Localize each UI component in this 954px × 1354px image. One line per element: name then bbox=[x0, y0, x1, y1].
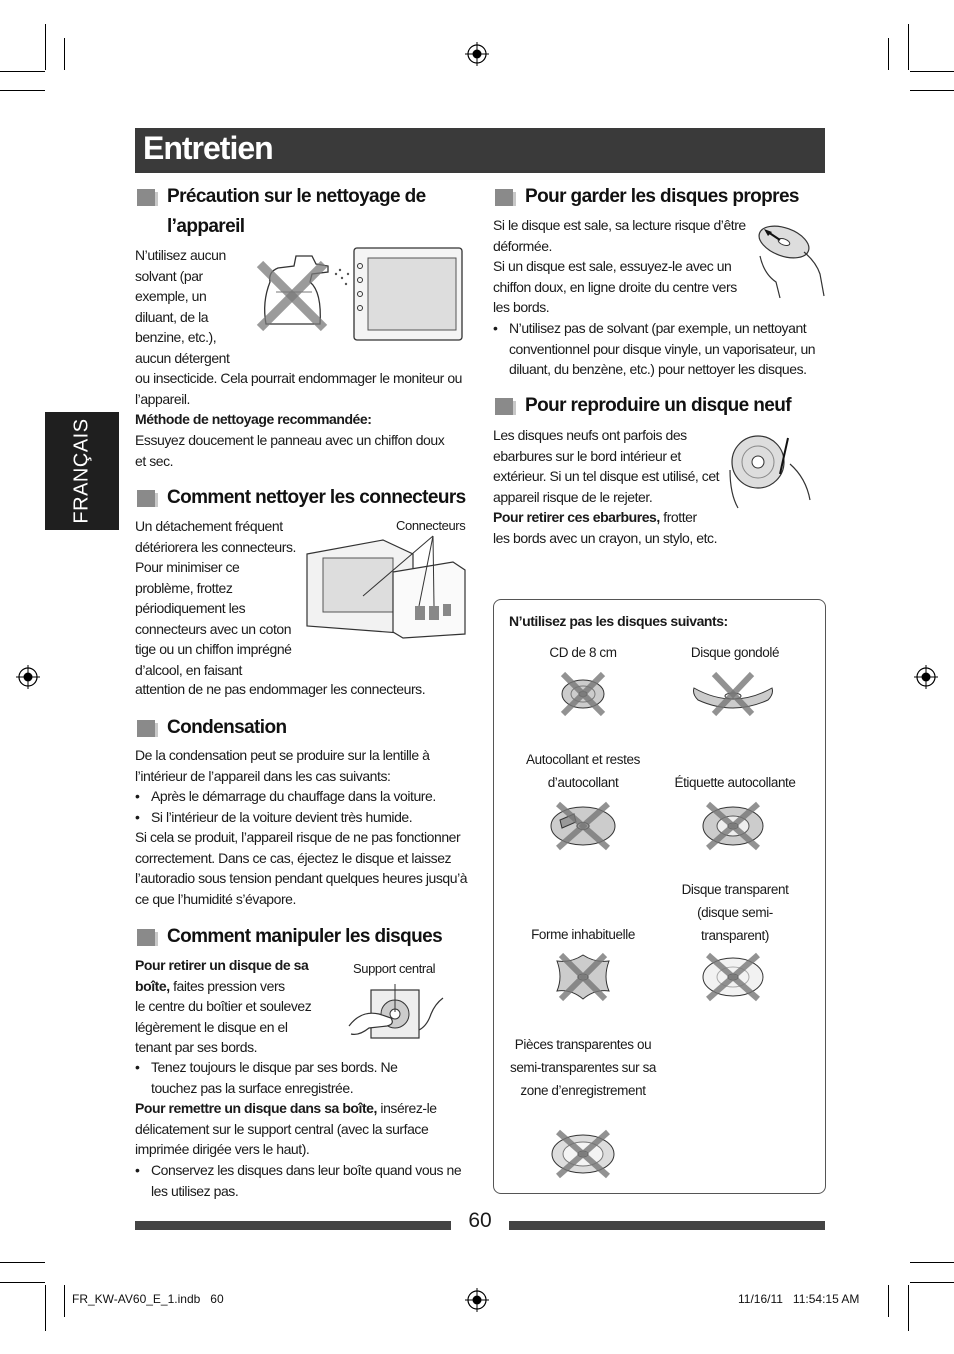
disc-deburring-illustration bbox=[724, 434, 816, 512]
bottom-rule-left bbox=[135, 1221, 451, 1230]
disc-transparent-parts-prohibited-icon bbox=[548, 1128, 618, 1180]
registration-mark-icon bbox=[16, 665, 40, 689]
heading-square-icon bbox=[137, 929, 155, 946]
disc-label-pieces: Pièces transparentes ou semi-transparentes sur sa zone d’enregistrement bbox=[509, 1037, 657, 1098]
propres-bullet: • N’utilisez pas de solvant (par exemple, un nettoyant conventionnel pour disque vinyle, un vaporisateur, un diluant, du benzène, etc.) pour nettoyer les disques. bbox=[493, 318, 827, 380]
crop-mark bbox=[908, 24, 909, 70]
disc-sticker-residue-prohibited-icon bbox=[546, 800, 620, 852]
method-text: Essuyez doucement le panneau avec un chiffon doux et sec. bbox=[135, 432, 445, 469]
footer-file-info: FR_KW-AV60_E_1.indb 60 bbox=[72, 1292, 224, 1306]
support-central-label: Support central bbox=[353, 961, 436, 976]
disc-8cm-prohibited-icon bbox=[556, 670, 610, 718]
disc-label-sticker-prohibited-icon bbox=[700, 800, 766, 852]
crop-mark bbox=[910, 71, 954, 72]
crop-mark bbox=[910, 1282, 954, 1283]
crop-mark bbox=[0, 71, 45, 72]
crop-mark bbox=[0, 1282, 45, 1283]
remettre-disque-text: Pour remettre un disque dans sa boîte, insérez-le délicatement sur le support central (avec la surface imprimée dirigée vers le haut). bbox=[135, 1100, 437, 1157]
heading-square-icon bbox=[137, 720, 155, 737]
crop-mark bbox=[64, 38, 65, 70]
prohibited-discs-heading: N’utilisez pas les disques suivants: bbox=[509, 613, 728, 629]
title-bar bbox=[135, 128, 825, 173]
heading-square-icon bbox=[495, 398, 513, 415]
connectors-illustration bbox=[303, 534, 469, 640]
retirer-disque-text: Pour retirer un disque de sa boîte, faites pression vers le centre du boîtier et soulevez légèrement le disque en el tenant par ses bords. bbox=[135, 957, 312, 1055]
disc-wiping-illustration bbox=[754, 212, 828, 300]
connecteurs-continuation: attention de ne pas endommager les connecteurs. bbox=[135, 681, 426, 697]
neuf-intro: Les disques neufs ont parfois des ebarbures sur le bord intérieur et extérieur. Si un tel disque est utilisé, cet appareil risque de le rejeter. Pour retirer ces ebarbures, frotter les bords avec un crayon, un stylo, etc. bbox=[493, 427, 720, 546]
section-heading-connecteurs: Comment nettoyer les connecteurs bbox=[137, 483, 477, 513]
heading-square-icon bbox=[137, 189, 155, 206]
crop-mark bbox=[888, 38, 889, 70]
condensation-outro: Si cela se produit, l’appareil risque de ne pas fonctionner correctement. Dans ce cas, éjectez le disque et laissez l’autoradio sous tension pendant quelques heures jusqu’à ce que l’humidité s’évapore. bbox=[135, 829, 468, 907]
crop-mark bbox=[908, 1285, 909, 1331]
crop-mark bbox=[64, 1285, 65, 1317]
disc-label-etiquette: Étiquette autocollante bbox=[674, 775, 796, 790]
condensation-bullet: • Si l’intérieur de la voiture devient très humide. bbox=[135, 807, 465, 828]
condensation-bullet: • Après le démarrage du chauffage dans la voiture. bbox=[135, 786, 465, 807]
language-tab bbox=[45, 412, 119, 530]
disc-label-autocollant: Autocollant et restes d’autocollant bbox=[526, 752, 640, 790]
section-heading-condensation: Condensation bbox=[137, 713, 457, 743]
registration-mark-icon bbox=[465, 1288, 489, 1312]
crop-mark bbox=[0, 1262, 45, 1263]
section-heading-precaution: Précaution sur le nettoyage de l’appareil bbox=[137, 182, 457, 242]
section-heading-neuf: Pour reproduire un disque neuf bbox=[495, 391, 815, 421]
disc-transparent-prohibited-icon bbox=[700, 951, 766, 1003]
disc-label-8cm: CD de 8 cm bbox=[549, 645, 617, 660]
footer-timestamp: 11/16/11 11:54:15 AM bbox=[738, 1292, 860, 1306]
page-title: Entretien bbox=[143, 130, 273, 166]
crop-mark bbox=[910, 1262, 954, 1263]
crop-mark bbox=[888, 1285, 889, 1317]
connecteurs-label: Connecteurs bbox=[396, 518, 466, 533]
precaution-continuation: ou insecticide. Cela pourrait endommager le moniteur ou l’appareil. bbox=[135, 370, 462, 407]
no-spray-cleaning-illustration bbox=[250, 242, 468, 342]
disc-warped-prohibited-icon bbox=[690, 670, 776, 718]
disc-unusual-shape-prohibited-icon bbox=[553, 951, 613, 1003]
crop-mark bbox=[45, 1285, 46, 1331]
precaution-intro: N’utilisez aucun solvant (par exemple, un diluant, de la benzine, etc.), aucun détergent bbox=[135, 247, 230, 366]
connecteurs-intro: Un détachement fréquent détériorera les connecteurs. Pour minimiser ce problème, frottez périodiquement les connecteurs avec un coton tige ou un chiffon imprégné d’alcool, en faisant bbox=[135, 518, 296, 678]
disc-label-forme: Forme inhabituelle bbox=[531, 927, 635, 942]
manipuler-bullet: • Conservez les disques dans leur boîte quand vous ne les utilisez pas. bbox=[135, 1160, 465, 1201]
crop-mark bbox=[0, 90, 45, 91]
heading-square-icon bbox=[495, 189, 513, 206]
propres-intro: Si le disque est sale, sa lecture risque d’être déformée. Si un disque est sale, essuyez-le avec un chiffon doux, en ligne droite du centre vers les bords. bbox=[493, 217, 746, 315]
crop-mark bbox=[45, 24, 46, 70]
registration-mark-icon bbox=[465, 42, 489, 66]
disc-label-gondole: Disque gondolé bbox=[690, 645, 780, 660]
registration-mark-icon bbox=[914, 665, 938, 689]
bottom-rule-right bbox=[509, 1221, 825, 1230]
condensation-intro: De la condensation peut se produire sur la lentille à l’intérieur de l’appareil dans les cas suivants: bbox=[135, 747, 430, 784]
page-number: 60 bbox=[468, 1209, 492, 1232]
method-label: Méthode de nettoyage recommandée: bbox=[135, 411, 372, 427]
section-heading-manipuler: Comment manipuler les disques bbox=[137, 922, 457, 952]
language-tab-label: FRANÇAIS bbox=[70, 418, 93, 524]
section-heading-propres: Pour garder les disques propres bbox=[495, 182, 815, 212]
disc-label-transparent: Disque transparent (disque semi-transparent) bbox=[681, 882, 789, 943]
crop-mark bbox=[910, 90, 954, 91]
manipuler-bullet: • Tenez toujours le disque par ses bords. Ne touchez pas la surface enregistrée. bbox=[135, 1057, 435, 1098]
heading-square-icon bbox=[137, 490, 155, 507]
disc-case-illustration bbox=[347, 984, 447, 1046]
